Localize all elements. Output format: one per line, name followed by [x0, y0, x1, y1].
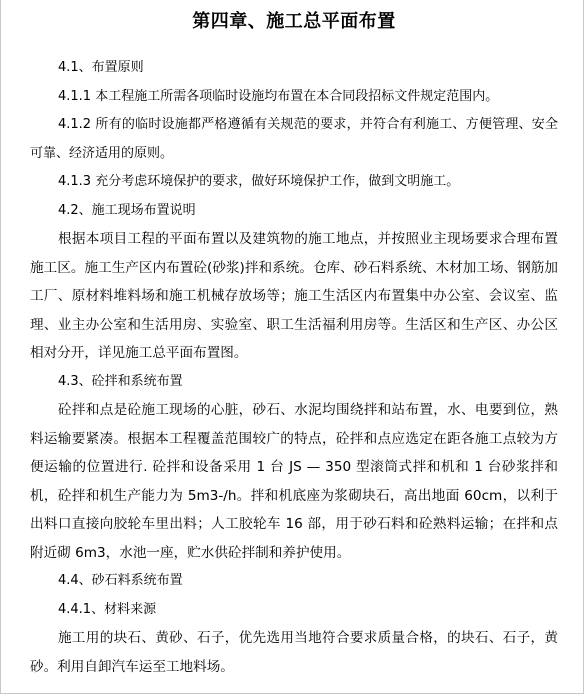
section-heading-4-2: 4.2、施工现场布置说明 [58, 202, 196, 218]
mixing-system-paragraph: 砼拌和点是砼施工现场的心脏，砂石、水泥均围绕拌和站布置，水、电要到位，熟料运输要紧凑。根据本工程覆盖范围较广的特点，砼拌和点应选定在距各施工点较为方便运输的位置进行. 砼拌和设备采用 1 台 JS — 350 型滚筒式拌和机和 1 台砂浆拌和机，砼拌和机生产能力为 5m3-/h。拌和机底座为浆砌块石，高出地面 60cm，以利于出料口直接向胶轮车里出料；人工胶轮车 16 部，用于砂石料和砼熟料运输；在拌和点附近砌 6m3，水池一座，贮水供砼拌制和养护使用。 [30, 402, 558, 561]
clause-4-1-1: 4.1.1 本工程施工所需各项临时设施均布置在本合同段招标文件规定范围内。 [58, 88, 499, 104]
section-heading-4-3: 4.3、砼拌和系统布置 [58, 373, 183, 389]
section-heading-4-4: 4.4、砂石料系统布置 [58, 573, 183, 588]
chapter-title: 第四章、施工总平面布置 [192, 11, 396, 32]
clause-4-1-3: 4.1.3 充分考虑环境保护的要求，做好环境保护工作，做到文明施工。 [58, 174, 460, 189]
material-source-paragraph: 施工用的块石、黄砂、石子，优先选用当地符合要求质量合格，的块石、石子，黄砂。利用自卸汽车运至工地料场。 [30, 630, 558, 675]
site-layout-paragraph: 根据本项目工程的平面布置以及建筑物的施工地点，并按照业主现场要求合理布置施工区。施工生产区内布置砼(砂浆)拌和系统。仓库、砂石料系统、木材加工场、钢筋加工厂、原材料堆料场和施工机械存放场等；施工生活区内布置集中办公室、会议室、监理、业主办公室和生活用房、实验室、职工生活福利用房等。生活区和生产区、办公区相对分开，详见施工总平面布置图。 [30, 231, 558, 361]
subsection-heading-4-4-1: 4.4.1、材料来源 [58, 601, 157, 617]
clause-4-1-2: 4.1.2 所有的临时设施都严格遵循有关规范的要求，并符合有利施工、方便管理、安全可靠、经济适用的原则。 [30, 117, 558, 161]
section-heading-4-1: 4.1、布置原则 [58, 60, 144, 75]
document-body [30, 8, 558, 681]
